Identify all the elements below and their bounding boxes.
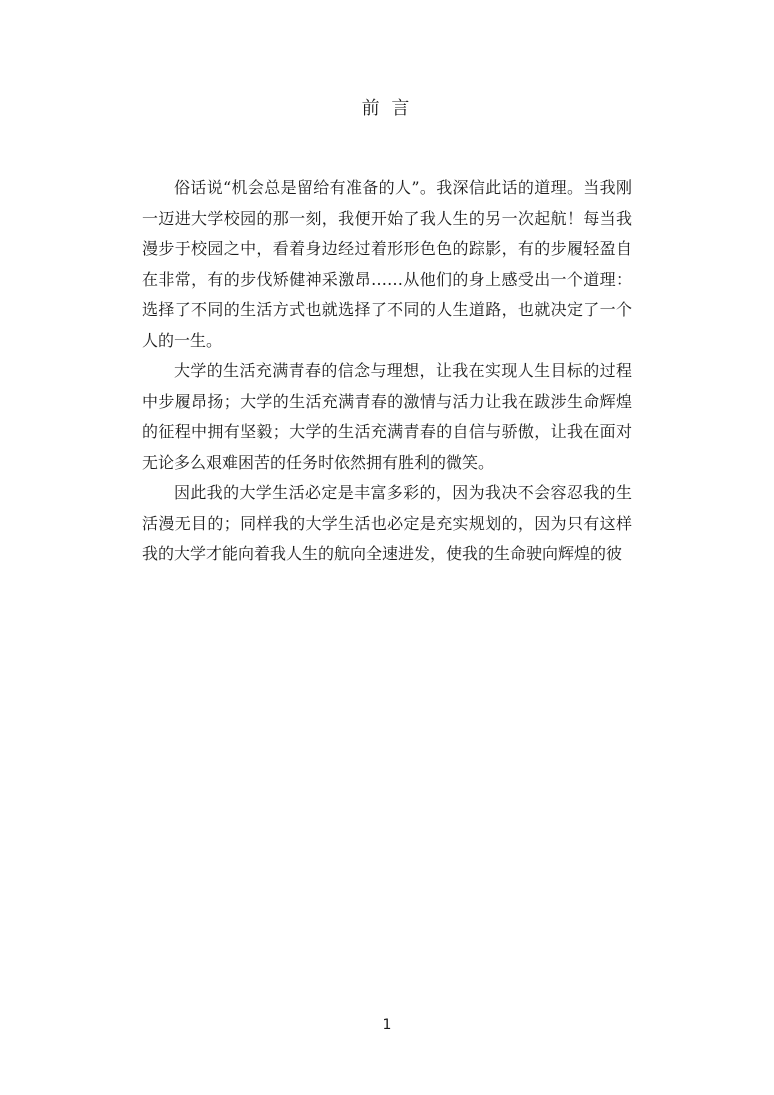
- page-title: 前 言: [361, 98, 413, 119]
- paragraph-1: 俗话说“机会总是留给有准备的人”。我深信此话的道理。当我刚一迈进大学校园的那一刻，我便开始了我人生的另一次起航！每当我漫步于校园之中，看着身边经过着形形色色的踪影，有的步履轻盈自在非常，有的步伐矫健神采激昂……从他们的身上感受出一个道理：选择了不同的生活方式也就选择了不同的人生道路，也就决定了一个人的一生。: [142, 178, 632, 350]
- page-number: 1: [382, 1017, 392, 1033]
- paragraph-2: 大学的生活充满青春的信念与理想，让我在实现人生目标的过程中步履昂扬；大学的生活充满青春的激情与活力让我在跋涉生命辉煌的征程中拥有坚毅；大学的生活充满青春的自信与骄傲，让我在面对无论多么艰难困苦的任务时依然拥有胜利的微笑。: [142, 361, 632, 472]
- body-text: [142, 173, 632, 570]
- paragraph-3: 因此我的大学生活必定是丰富多彩的，因为我决不会容忍我的生活漫无目的；同样我的大学生活也必定是充实规划的，因为只有这样我的大学才能向着我人生的航向全速进发，使我的生命驶向辉煌的彼: [142, 483, 632, 563]
